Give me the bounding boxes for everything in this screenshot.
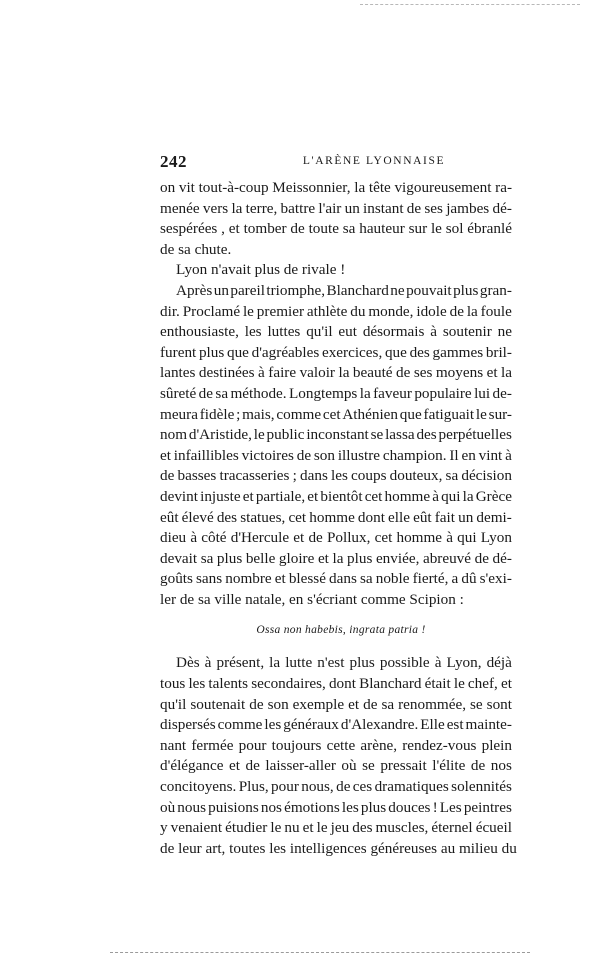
text-line: nom d'Aristide, le public inconstant se lassa des perpétuelles (160, 426, 512, 444)
text-line: meura fidèle ; mais, comme cet Athénien que fatiguait le sur- (160, 405, 512, 423)
paragraph-group (160, 178, 512, 610)
text-line: ler de sa ville natale, en s'écriant comme Scipion : (160, 590, 464, 608)
text-line: Lyon n'avait plus de rivale ! (176, 261, 346, 279)
scan-artifact-top (360, 4, 580, 6)
text-line: de basses tracasseries ; dans les coups douteux, sa décision (160, 467, 512, 485)
paragraph (160, 178, 512, 260)
text-line: Après un pareil triomphe, Blanchard ne pouvait plus gran- (176, 281, 512, 299)
body-text (160, 178, 517, 859)
page-header (160, 152, 512, 172)
text-line: menée vers la terre, battre l'air un instant de ses jambes dé- (160, 199, 512, 217)
paragraph (160, 281, 512, 611)
text-line: devait sa plus belle gloire et la plus enviée, abreuvé de dé- (160, 549, 512, 567)
text-line: dir. Proclamé le premier athlète du monde, idole de la foule (160, 302, 512, 320)
latin-quotation: Ossa non habebis, ingrata patria ! (256, 624, 426, 637)
text-line: nant fermée pour toujours cette arène, rendez-vous plein (160, 736, 512, 754)
text-line: furent plus que d'agréables exercices, que des gammes bril- (160, 343, 512, 361)
page-number: 242 (160, 152, 187, 171)
text-line: y venaient étudier le nu et le jeu des muscles, éternel écueil (160, 819, 512, 837)
text-line: de leur art, toutes les intelligences généreuses au milieu du (160, 839, 517, 857)
final-paragraph (160, 653, 517, 859)
text-line: goûts sans nombre et blessé dans sa noble fierté, a dû s'exi- (160, 570, 512, 588)
text-line: enthousiaste, les luttes qu'il eut désormais à soutenir ne (160, 323, 512, 341)
text-line: Dès à présent, la lutte n'est plus possible à Lyon, déjà (176, 654, 512, 672)
spacer (160, 641, 512, 653)
text-line: tous les talents secondaires, dont Blanchard était le chef, et (160, 675, 512, 693)
text-line: de sa chute. (160, 240, 232, 258)
text-line: dispersés comme les généraux d'Alexandre. Elle est mainte- (160, 716, 512, 734)
text-line: concitoyens. Plus, pour nous, de ces dramatiques solennités (160, 778, 512, 796)
scan-artifact-bottom (110, 952, 530, 954)
text-line: sespérées , et tomber de toute sa hauteur sur le sol ébranlé (160, 220, 512, 238)
text-line: devint injuste et partiale, et bientôt cet homme à qui la Grèce (160, 487, 512, 505)
paragraph (160, 260, 512, 281)
text-line: où nous puisions nos émotions les plus douces ! Les peintres (160, 798, 512, 816)
text-line: dieu à côté d'Hercule et de Pollux, cet homme à qui Lyon (160, 529, 512, 547)
text-line: sûreté de sa méthode. Longtemps la faveur populaire lui de- (160, 384, 512, 402)
running-title: L'ARÈNE LYONNAISE (302, 155, 446, 167)
text-line: on vit tout-à-coup Meissonnier, la tête vigoureusement ra- (160, 179, 512, 196)
text-line: eût élevé des statues, cet homme dont elle eût fait un demi- (160, 508, 512, 526)
text-line: et infaillibles victoires de son illustre champion. Il en vint à (160, 446, 512, 464)
text-line: d'élégance et de laisser-aller où se pressait l'élite de nos (160, 757, 512, 775)
text-line: qu'il soutenait de son exemple et de sa renommée, se sont (160, 695, 512, 713)
spacer (160, 610, 512, 619)
text-line: lantes destinées à faire valoir la beauté de ses moyens et la (160, 364, 512, 382)
